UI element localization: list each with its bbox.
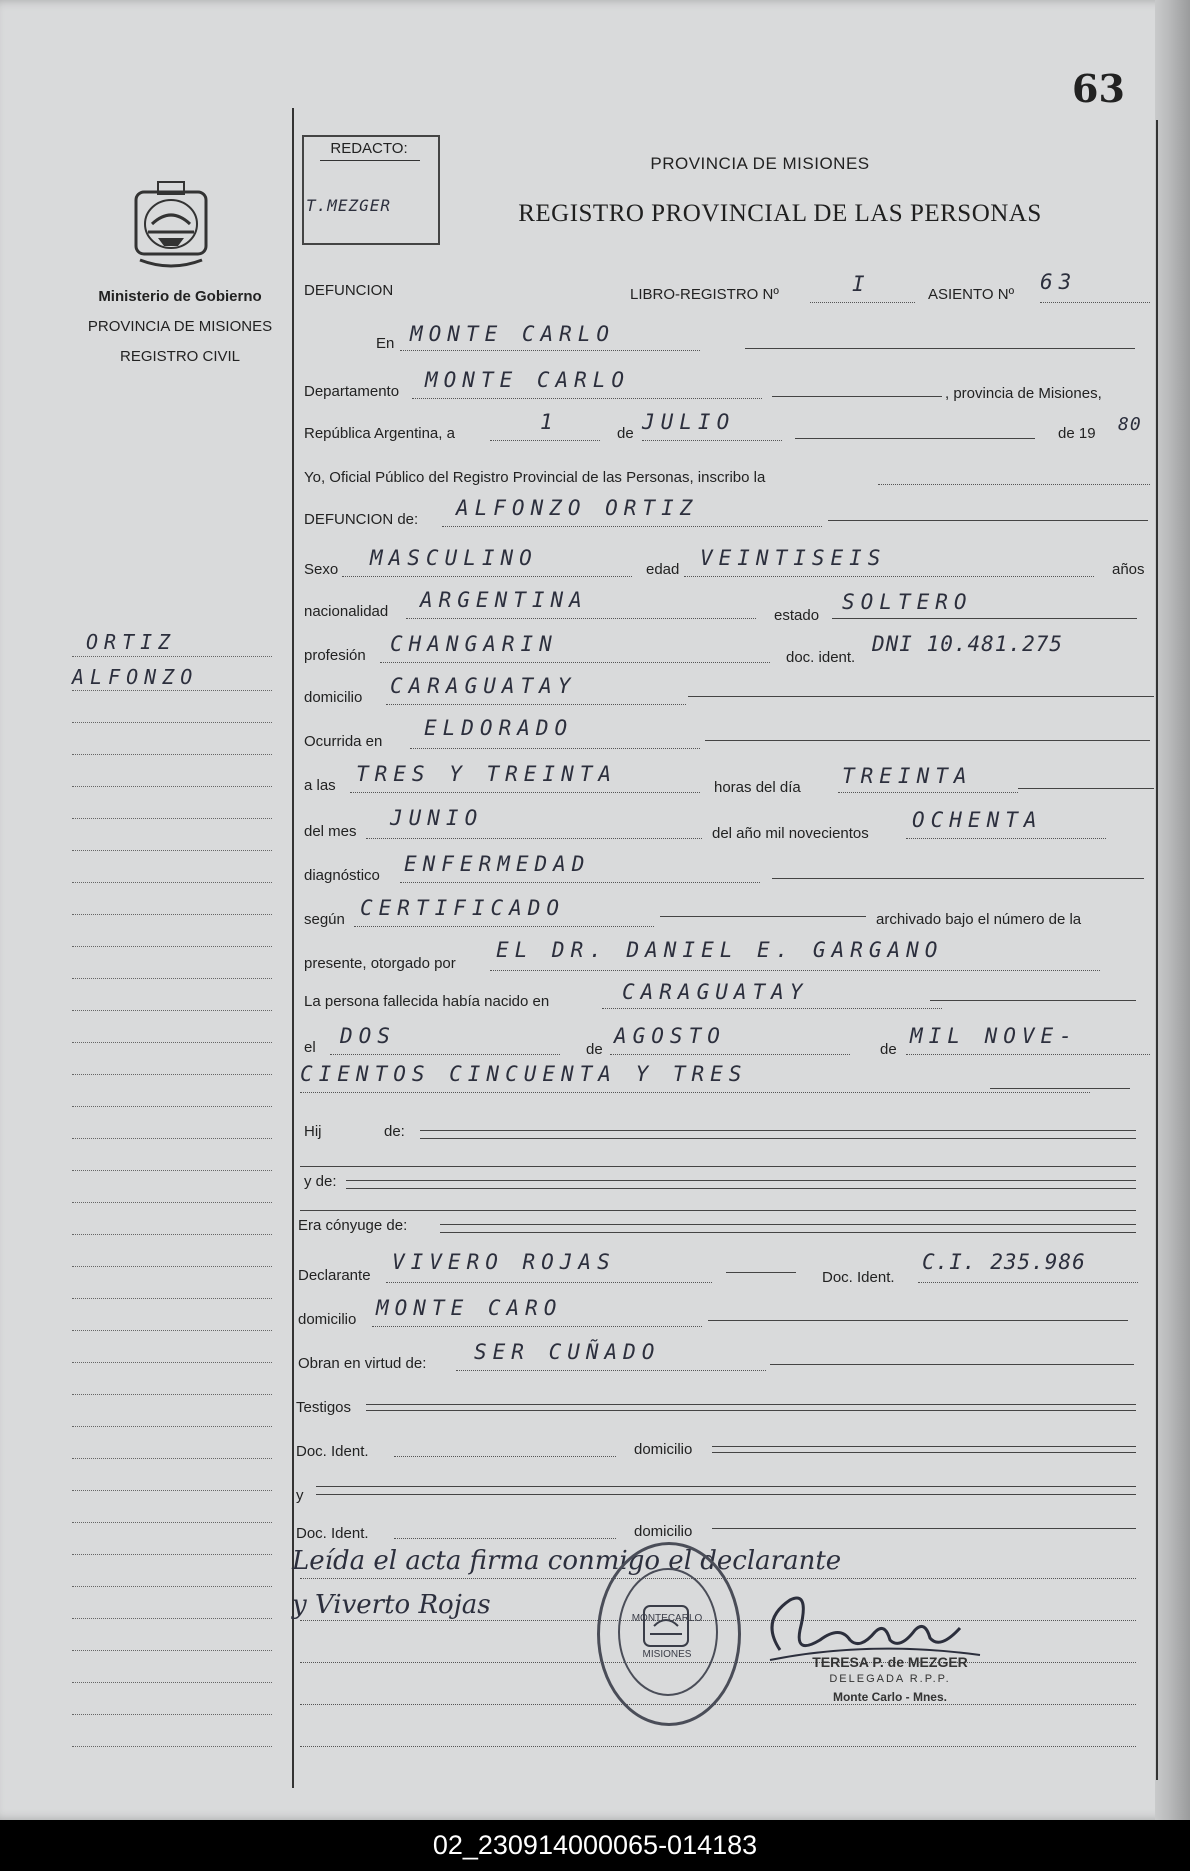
presente-label: presente, otorgado por <box>304 955 456 972</box>
edad-value: VEINTISEIS <box>700 546 887 570</box>
nacido-rule <box>930 1000 1136 1001</box>
libro-value: I <box>852 272 871 296</box>
republica-month: JULIO <box>642 410 736 434</box>
margin-line <box>72 1490 272 1491</box>
domicilio2-value: MONTE CARO <box>376 1296 563 1320</box>
republica-month-line <box>642 440 782 441</box>
diagnostico-value: ENFERMEDAD <box>404 852 591 876</box>
nacido-line <box>602 1008 942 1009</box>
domicilio2-line <box>372 1326 702 1327</box>
hij-de-label: de: <box>384 1123 405 1140</box>
alas-value: TRES Y TREINTA <box>356 762 618 786</box>
asiento-value: 63 <box>1040 270 1078 294</box>
yde-label: y de: <box>304 1173 337 1190</box>
margin-line <box>72 1042 272 1043</box>
declarante-doc-label: Doc. Ident. <box>822 1269 895 1286</box>
libro-line <box>810 302 915 303</box>
en-line <box>400 350 700 351</box>
closing-text-1: Leída el acta firma conmigo el declarante <box>292 1546 842 1576</box>
margin-name-1: ORTIZ <box>86 630 177 654</box>
doc-ident-value: DNI 10.481.275 <box>872 632 1064 656</box>
declarante-line <box>386 1282 712 1283</box>
diagnostico-line <box>400 882 760 883</box>
ocurrida-line <box>410 748 700 749</box>
segun-suffix: archivado bajo el número de la <box>876 911 1082 928</box>
republica-day-line <box>490 440 600 441</box>
nacionalidad-label: nacionalidad <box>304 603 389 620</box>
nacionalidad-line <box>406 618 756 619</box>
republica-month-rule <box>795 438 1035 439</box>
testigos-rule <box>366 1404 1136 1405</box>
estado-label: estado <box>774 607 820 624</box>
segun-value: CERTIFICADO <box>360 896 566 920</box>
testigos-label: Testigos <box>296 1399 352 1416</box>
presente-value: EL DR. DANIEL E. GARGANO <box>496 938 944 962</box>
right-rule <box>1156 120 1158 1780</box>
horas-line <box>838 792 1018 793</box>
registry-title: REGISTRO PROVINCIAL DE LAS PERSONAS <box>518 200 1042 227</box>
declarante-value: VIVERO ROJAS <box>392 1250 616 1274</box>
profesion-line <box>380 662 770 663</box>
margin-line <box>72 1010 272 1011</box>
margin-line <box>72 1330 272 1331</box>
delegate-name: TERESA P. de MEZGER <box>812 1654 968 1670</box>
obran-label: Obran en virtud de: <box>298 1355 427 1372</box>
segun-rule <box>660 916 866 917</box>
obran-line <box>456 1370 766 1371</box>
delano-value: OCHENTA <box>912 808 1043 832</box>
yde-rule-1 <box>346 1180 1136 1181</box>
redacto-underline <box>320 160 420 161</box>
republica-label: República Argentina, a <box>304 425 455 442</box>
margin-line <box>72 1554 272 1555</box>
declarante-label: Declarante <box>298 1267 371 1284</box>
y-label: y <box>296 1487 304 1504</box>
anio-cont-value: CIENTOS CINCUENTA Y TRES <box>300 1062 748 1086</box>
margin-line <box>72 1618 272 1619</box>
margin-line <box>72 1586 272 1587</box>
nacido-label: La persona fallecida había nacido en <box>304 993 550 1010</box>
horas-dia: TREINTA <box>842 764 973 788</box>
margin-line <box>72 978 272 979</box>
horas-label: horas del día <box>714 779 801 796</box>
margin-line <box>72 690 272 691</box>
republica-de: de <box>617 425 634 442</box>
estado-value: SOLTERO <box>842 590 973 614</box>
margin-line <box>72 1170 272 1171</box>
docident2-dom-label: domicilio <box>634 1523 693 1540</box>
margin-line <box>72 1074 272 1075</box>
domicilio2-rule <box>708 1320 1128 1321</box>
domicilio2-label: domicilio <box>298 1311 357 1328</box>
declarante-doc: C.I. 235.986 <box>922 1250 1086 1274</box>
stamp-text-1: MONTECARLO <box>631 1613 703 1624</box>
margin-line <box>72 656 272 657</box>
margin-line <box>72 1266 272 1267</box>
asiento-line <box>1040 302 1150 303</box>
segun-label: según <box>304 911 345 928</box>
defuncion-value: ALFONZO ORTIZ <box>456 496 699 520</box>
page-number: 63 <box>1072 66 1125 111</box>
declarante-rule <box>726 1272 796 1273</box>
delegate-place: Monte Carlo - Mnes. <box>832 1690 947 1704</box>
margin-line <box>72 1394 272 1395</box>
stamp-text-2: MISIONES <box>642 1649 692 1660</box>
margin-line <box>72 1234 272 1235</box>
provincial-crest-icon <box>128 176 214 272</box>
hij-rule-3 <box>300 1166 1136 1167</box>
margin-line <box>72 882 272 883</box>
diagnostico-label: diagnóstico <box>304 867 380 884</box>
edad-label: edad <box>646 561 680 578</box>
segun-line <box>354 926 654 927</box>
el-month: AGOSTO <box>614 1024 726 1048</box>
el-month-line <box>610 1054 850 1055</box>
docident1-label: Doc. Ident. <box>296 1443 369 1460</box>
page-edge <box>1155 0 1190 1820</box>
ocurrida-label: Ocurrida en <box>304 733 383 750</box>
sexo-line <box>342 576 632 577</box>
sexo-label: Sexo <box>304 561 339 578</box>
diagnostico-rule <box>772 878 1144 879</box>
province-header: PROVINCIA DE MISIONES <box>650 154 870 173</box>
docident2-label: Doc. Ident. <box>296 1525 369 1542</box>
closing-text-2: y Viverto Rojas <box>292 1590 491 1620</box>
asiento-label: ASIENTO Nº <box>928 286 1015 303</box>
y-rule <box>316 1486 1136 1487</box>
obran-value: SER CUÑADO <box>474 1340 661 1364</box>
yo-line <box>878 484 1150 485</box>
en-rule <box>745 348 1135 349</box>
margin-line <box>72 1650 272 1651</box>
departamento-line <box>412 398 762 399</box>
libro-label: LIBRO-REGISTRO Nº <box>630 286 779 303</box>
docident1-dom-label: domicilio <box>634 1441 693 1458</box>
docident1-line <box>394 1456 616 1457</box>
el-de1: de <box>586 1041 603 1058</box>
ocurrida-rule <box>705 740 1150 741</box>
edad-line <box>684 576 1094 577</box>
delano-label: del año mil novecientos <box>712 825 869 842</box>
margin-line <box>72 1746 272 1747</box>
el-day: DOS <box>340 1024 396 1048</box>
republica-day: 1 <box>540 410 559 434</box>
domicilio-rule <box>688 696 1154 697</box>
delegate-role: DELEGADA R.P.P. <box>829 1673 951 1685</box>
margin-line <box>72 1682 272 1683</box>
delmes-label: del mes <box>304 823 357 840</box>
domicilio-line <box>386 704 686 705</box>
alas-label: a las <box>304 777 336 794</box>
delmes-value: JUNIO <box>390 806 484 830</box>
alas-line <box>350 792 700 793</box>
presente-line <box>490 970 1100 971</box>
doc-ident-label: doc. ident. <box>786 649 856 666</box>
el-year-line <box>906 1054 1150 1055</box>
margin-line <box>72 1362 272 1363</box>
closing-line <box>300 1746 1136 1747</box>
departamento-suffix: , provincia de Misiones, <box>945 385 1102 402</box>
margin-line <box>72 1106 272 1107</box>
conyuge-rule-2 <box>440 1232 1136 1233</box>
margin-line <box>72 1522 272 1523</box>
ministry-registry: REGISTRO CIVIL <box>119 348 241 365</box>
conyuge-label: Era cónyuge de: <box>298 1217 408 1234</box>
el-day-line <box>330 1054 560 1055</box>
anos-label: años <box>1112 561 1145 578</box>
redacto-name: T.MEZGER <box>306 196 392 215</box>
republica-year-label: de 19 <box>1058 425 1096 442</box>
departamento-label: Departamento <box>304 383 400 400</box>
margin-line <box>72 850 272 851</box>
margin-line <box>72 1298 272 1299</box>
yde-rule-2 <box>346 1188 1136 1189</box>
stamp-crest-icon <box>640 1600 692 1652</box>
en-label: En <box>376 335 395 352</box>
margin-line <box>72 1138 272 1139</box>
margin-line <box>72 754 272 755</box>
defuncion-rule <box>828 520 1148 521</box>
delmes-line <box>366 838 702 839</box>
y-rule-2 <box>316 1494 1136 1495</box>
declarante-doc-line <box>918 1282 1138 1283</box>
margin-line <box>72 1714 272 1715</box>
el-label: el <box>304 1039 316 1056</box>
margin-line <box>72 1202 272 1203</box>
margin-line <box>72 1458 272 1459</box>
anio-cont-line <box>300 1092 1090 1093</box>
defuncion-line <box>442 526 822 527</box>
record-type: DEFUNCION <box>304 282 394 299</box>
ministry-province: PROVINCIA DE MISIONES <box>87 318 273 335</box>
nacionalidad-value: ARGENTINA <box>420 588 588 612</box>
departamento-rule <box>772 396 942 397</box>
el-year-1: MIL NOVE- <box>910 1024 1078 1048</box>
profesion-value: CHANGARIN <box>390 632 558 656</box>
margin-line <box>72 786 272 787</box>
delano-line <box>906 838 1106 839</box>
yde-rule-3 <box>300 1210 1136 1211</box>
margin-line <box>72 946 272 947</box>
sexo-value: MASCULINO <box>370 546 538 570</box>
nacido-value: CARAGUATAY <box>622 980 809 1004</box>
profesion-label: profesión <box>304 647 366 664</box>
margin-name-2: ALFONZO <box>72 665 199 689</box>
domicilio-value: CARAGUATAY <box>390 674 577 698</box>
redacto-label: REDACTO: <box>330 140 408 157</box>
footer-id: 02_230914000065-014183 <box>0 1820 1190 1871</box>
margin-line <box>72 818 272 819</box>
hij-rule-2 <box>420 1138 1136 1139</box>
margin-line <box>72 914 272 915</box>
ministry-name: Ministerio de Gobierno <box>98 288 262 305</box>
defuncion-label: DEFUNCION de: <box>304 511 419 528</box>
domicilio-label: domicilio <box>304 689 363 706</box>
horas-rule <box>1018 788 1154 789</box>
margin-line <box>72 722 272 723</box>
hij-label: Hij <box>304 1123 322 1140</box>
testigos-rule-2 <box>366 1410 1136 1411</box>
el-de2: de <box>880 1041 897 1058</box>
conyuge-rule-1 <box>440 1224 1136 1225</box>
closing-line <box>300 1704 1136 1705</box>
docident2-rule <box>712 1528 1136 1529</box>
en-value: MONTE CARLO <box>410 322 616 346</box>
docident1-rule <box>712 1446 1136 1447</box>
anio-cont-rule <box>990 1088 1130 1089</box>
docident2-line <box>394 1538 616 1539</box>
obran-rule <box>770 1364 1134 1365</box>
republica-year: 80 <box>1118 414 1142 435</box>
yo-label: Yo, Oficial Público del Registro Provincial de las Personas, inscribo la <box>304 469 766 486</box>
estado-rule <box>832 618 1137 619</box>
ocurrida-value: ELDORADO <box>424 716 574 740</box>
hij-rule-1 <box>420 1130 1136 1131</box>
margin-line <box>72 1426 272 1427</box>
departamento-value: MONTE CARLO <box>425 368 631 392</box>
docident1-rule-2 <box>712 1452 1136 1453</box>
